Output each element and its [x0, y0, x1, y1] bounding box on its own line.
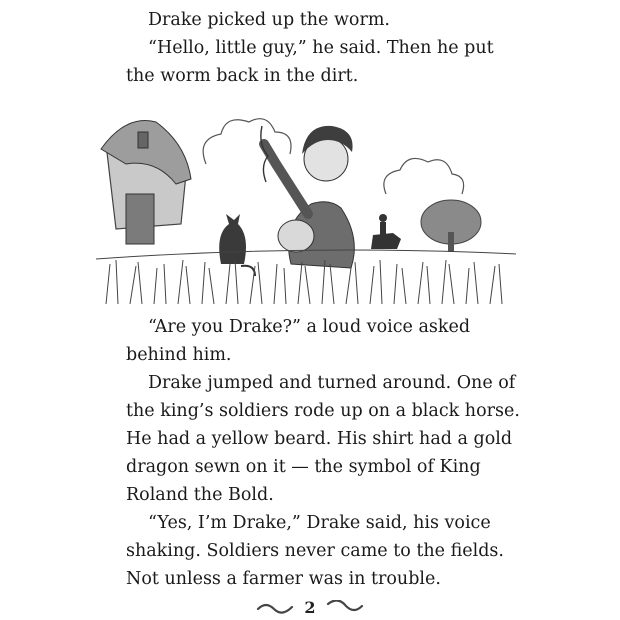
swash-right-icon — [324, 600, 364, 614]
text-line: behind him. — [126, 345, 232, 365]
paragraph-2 — [126, 34, 506, 90]
paragraph-1 — [126, 6, 506, 34]
text-line: He had a yellow beard. His shirt had a gold — [126, 429, 513, 449]
rider-illustration — [371, 214, 401, 249]
text-line: shaking. Soldiers never came to the fields. — [126, 541, 504, 561]
boy-illustration — [261, 126, 354, 268]
text-line: “Hello, little guy,” he said. Then he put — [148, 38, 494, 58]
cloud-right — [384, 158, 464, 194]
text-line: Not unless a farmer was in trouble. — [126, 569, 441, 589]
illustration-boy-with-worm — [96, 104, 516, 304]
cloud-left — [203, 119, 291, 164]
paragraph-3 — [126, 313, 506, 369]
text-line: Drake jumped and turned around. One of — [148, 373, 516, 393]
paragraph-4 — [126, 369, 520, 509]
text-line: Drake picked up the worm. — [148, 10, 390, 30]
paragraph-5 — [126, 509, 506, 593]
tree-illustration — [421, 200, 481, 252]
text-line: the worm back in the dirt. — [126, 66, 359, 86]
page-number-text: 2 — [304, 597, 316, 617]
text-line: “Are you Drake?” a loud voice asked — [148, 317, 471, 337]
cat-illustration — [219, 214, 255, 276]
text-line: “Yes, I’m Drake,” Drake said, his voice — [148, 513, 491, 533]
text-line: Roland the Bold. — [126, 485, 274, 505]
swash-left-icon — [256, 600, 296, 614]
page-number — [248, 596, 372, 618]
cottage-illustration — [101, 121, 191, 244]
text-line: dragon sewn on it — the symbol of King — [126, 457, 481, 477]
text-line: the king’s soldiers rode up on a black horse. — [126, 401, 520, 421]
